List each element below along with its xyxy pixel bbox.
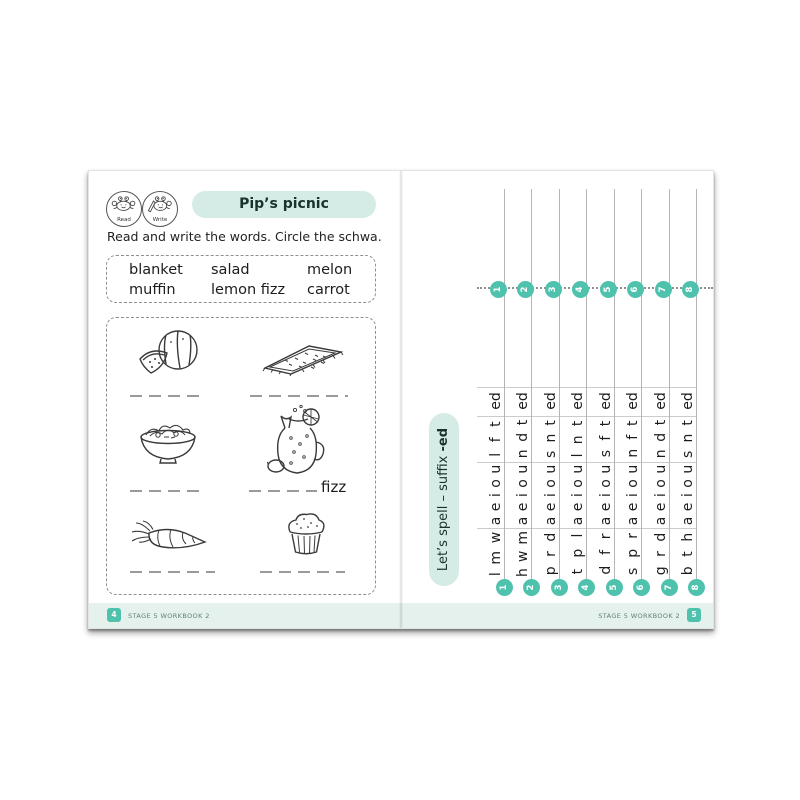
row-number-fold-badge: 1 <box>490 281 507 298</box>
spelling-row <box>616 189 646 591</box>
word-bank-column <box>211 260 285 300</box>
writing-line <box>130 571 215 573</box>
ending-letters: s n t <box>680 420 696 458</box>
melon-image <box>135 328 205 376</box>
ending-letters: s n t <box>542 420 559 458</box>
right-page <box>401 171 713 628</box>
rotated-spelling-content <box>436 186 707 591</box>
picture-exercise-box <box>106 317 376 595</box>
writing-line <box>130 490 202 492</box>
book-spine <box>399 171 403 628</box>
row-number-badge: 6 <box>633 579 650 596</box>
ending-letters: l n t <box>570 420 586 458</box>
word: muffin <box>129 282 176 298</box>
page-number-badge: 4 <box>107 608 121 622</box>
row-number-fold-badge: 2 <box>517 281 534 298</box>
suffix-ed-label: ed <box>597 392 614 410</box>
vowel-letters: a e i o u <box>652 464 669 526</box>
suffix-ed-label: ed <box>542 392 559 410</box>
row-number-fold-badge: 4 <box>572 281 589 298</box>
spelling-row <box>644 189 674 591</box>
ending-letters: l f t <box>487 421 504 457</box>
right-page-footer <box>401 603 713 628</box>
word: blanket <box>129 262 183 278</box>
writing-line <box>249 490 317 492</box>
spelling-title-pill <box>429 413 459 586</box>
vowel-letters: a e i o u <box>542 464 559 526</box>
writing-line <box>260 571 345 573</box>
row-number-fold-badge: 3 <box>545 281 562 298</box>
onset-letters: g r d <box>652 532 669 576</box>
row-number-badge: 7 <box>661 579 678 596</box>
spelling-row <box>506 189 536 591</box>
vowel-letters: a e i o u <box>515 464 531 526</box>
vowel-letters: a e i o u <box>680 464 696 526</box>
read-badge-label: Read <box>117 217 131 223</box>
suffix-ed-label: ed <box>625 392 641 410</box>
write-badge-label: Write <box>152 217 168 223</box>
word: melon <box>307 262 353 278</box>
ending-letters: n d t <box>515 419 531 459</box>
row-number-badge: 8 <box>688 579 705 596</box>
left-page-footer <box>89 603 401 628</box>
word-bank-column <box>129 260 183 300</box>
row-number-badge: 1 <box>496 579 513 596</box>
ending-letters: n d t <box>652 419 669 459</box>
word-bank <box>106 255 376 303</box>
onset-letters: s p r <box>625 533 641 575</box>
spelling-row <box>479 189 509 591</box>
word: lemon fizz <box>211 282 286 298</box>
page-number-badge: 5 <box>687 608 701 622</box>
suffix-ed-label: ed <box>487 392 504 410</box>
vowel-letters: a e i o u <box>487 464 504 526</box>
fizz-suffix-label: fizz <box>321 478 347 496</box>
row-number-badge: 3 <box>551 579 568 596</box>
read-badge <box>106 191 142 227</box>
onset-letters: l m w <box>487 531 504 577</box>
row-number-badge: 2 <box>523 579 540 596</box>
vowel-letters: a e i o u <box>597 464 614 526</box>
spelling-row <box>589 189 619 591</box>
left-page <box>89 171 401 628</box>
word: salad <box>211 262 250 278</box>
spelling-title-text: Let’s spell – suffix <box>436 451 451 572</box>
write-badge <box>142 191 178 227</box>
crab-icon <box>110 193 137 217</box>
row-number-fold-badge: 6 <box>627 281 644 298</box>
row-number-badge: 4 <box>578 579 595 596</box>
onset-letters: b t h <box>680 532 696 576</box>
suffix-ed-label: ed <box>680 392 696 410</box>
row-number-fold-badge: 5 <box>600 281 617 298</box>
crab-pencil-icon <box>146 193 173 217</box>
word: carrot <box>307 282 350 298</box>
carrot-image <box>129 520 209 556</box>
vowel-letters: a e i o u <box>570 464 586 526</box>
word-bank-column <box>307 260 352 300</box>
suffix-ed-label: ed <box>652 392 669 410</box>
workbook-spread <box>88 170 714 629</box>
onset-letters: d f r <box>597 533 614 575</box>
lemon-fizz-image <box>267 404 327 480</box>
row-number-fold-badge: 7 <box>655 281 672 298</box>
row-number-fold-badge: 8 <box>682 281 699 298</box>
writing-line <box>130 395 202 397</box>
writing-line <box>250 395 348 397</box>
onset-letters: p r d <box>542 532 559 576</box>
ending-letters: n f t <box>625 420 641 458</box>
page-title: Pip’s picnic <box>192 191 376 218</box>
onset-letters: t p l <box>570 533 586 575</box>
spelling-row <box>561 189 591 591</box>
suffix-ed-label: ed <box>570 392 586 410</box>
instruction-text: Read and write the words. Circle the schwa. <box>107 229 382 244</box>
salad-image <box>134 418 202 466</box>
blanket-image <box>255 340 347 376</box>
vowel-letters: a e i o u <box>625 464 641 526</box>
suffix-ed-label: ed <box>515 392 531 410</box>
muffin-image <box>283 510 329 558</box>
spelling-title-suffix: -ed <box>436 427 451 452</box>
row-number-badge: 5 <box>606 579 623 596</box>
ending-letters: s f t <box>597 420 614 458</box>
spelling-row <box>671 189 701 591</box>
footer-text: STAGE 5 WORKBOOK 2 <box>128 612 210 620</box>
spelling-row <box>534 189 564 591</box>
footer-text: STAGE 5 WORKBOOK 2 <box>598 612 680 620</box>
onset-letters: h w m <box>515 531 531 577</box>
